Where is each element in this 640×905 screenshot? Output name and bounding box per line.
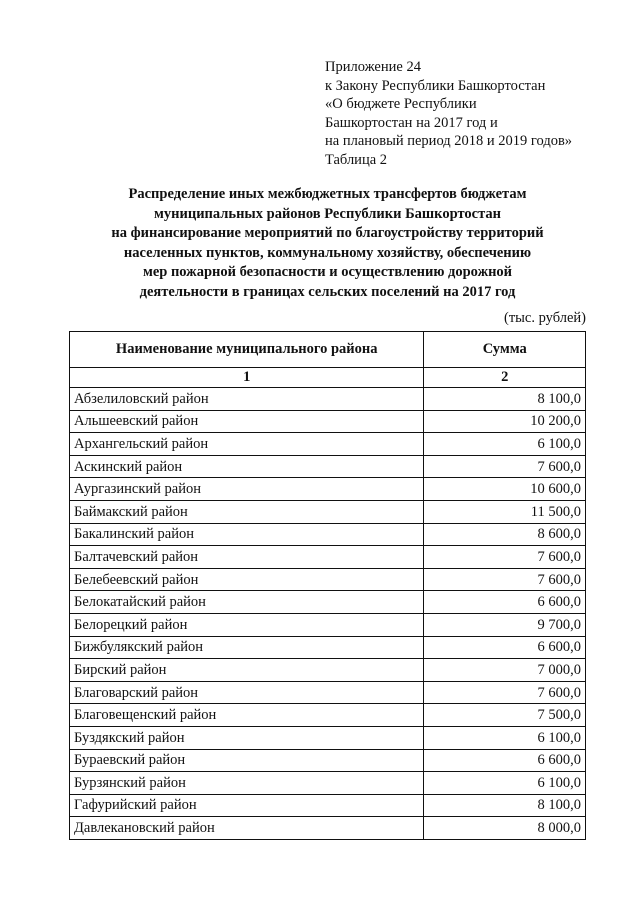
district-name: Благоварский район [70,681,424,704]
column-number: 2 [424,368,586,388]
district-sum: 6 100,0 [424,433,586,456]
header-name: Наименование муниципального района [70,332,424,368]
district-sum: 8 100,0 [424,388,586,411]
district-sum: 8 000,0 [424,817,586,840]
district-sum: 6 100,0 [424,726,586,749]
district-name: Аскинский район [70,455,424,478]
table-row [70,591,586,614]
district-name: Бижбулякский район [70,636,424,659]
district-sum: 7 600,0 [424,681,586,704]
column-number-row [70,368,586,388]
budget-table [69,331,586,840]
district-name: Белебеевский район [70,568,424,591]
title-line: Распределение иных межбюджетных трансфертов бюджетам [128,186,527,202]
district-sum: 6 600,0 [424,636,586,659]
district-sum: 9 700,0 [424,613,586,636]
district-sum: 10 600,0 [424,478,586,501]
table-row [70,410,586,433]
district-sum: 7 000,0 [424,659,586,682]
title-line: на финансирование мероприятий по благоустройству территорий [111,225,544,241]
district-name: Архангельский район [70,433,424,456]
district-sum: 7 600,0 [424,455,586,478]
district-sum: 11 500,0 [424,500,586,523]
district-sum: 6 100,0 [424,772,586,795]
district-name: Баймакский район [70,500,424,523]
table-row [70,636,586,659]
district-name: Буздякский район [70,726,424,749]
table-row [70,704,586,727]
district-name: Альшеевский район [70,410,424,433]
appendix-line: к Закону Республики Башкортостан [325,77,546,94]
district-sum: 10 200,0 [424,410,586,433]
table-row [70,726,586,749]
appendix-block [325,58,625,169]
district-sum: 6 600,0 [424,749,586,772]
district-name: Абзелиловский район [70,388,424,411]
header-sum: Сумма [424,332,586,368]
table-row [70,749,586,772]
table-row [70,817,586,840]
document-title [70,185,585,302]
district-sum: 7 500,0 [424,704,586,727]
table-row [70,478,586,501]
column-number: 1 [70,368,424,388]
title-line: населенных пунктов, коммунальному хозяйству, обеспечению [123,244,532,261]
district-name: Благовещенский район [70,704,424,727]
table-row [70,500,586,523]
table-row [70,681,586,704]
district-name: Аургазинский район [70,478,424,501]
table-row [70,659,586,682]
units-note: (тыс. рублей) [504,310,586,326]
table-row [70,388,586,411]
appendix-line: Башкортостан на 2017 год и [325,114,498,131]
title-line: деятельности в границах сельских поселений на 2017 год [139,283,516,300]
district-name: Бирский район [70,659,424,682]
district-name: Гафурийский район [70,794,424,817]
table-row [70,568,586,591]
district-sum: 6 600,0 [424,591,586,614]
appendix-line: Приложение 24 [325,59,421,75]
table-row [70,613,586,636]
appendix-line: «О бюджете Республики [325,96,477,112]
table-row [70,794,586,817]
table-row [70,546,586,569]
appendix-line: Таблица 2 [325,151,388,168]
district-name: Бакалинский район [70,523,424,546]
title-line: мер пожарной безопасности и осуществлению дорожной [142,264,513,280]
table-header-row [70,332,586,368]
table-row [70,523,586,546]
table-row [70,772,586,795]
district-name: Давлекановский район [70,817,424,840]
table-row [70,455,586,478]
district-name: Бурзянский район [70,772,424,795]
district-name: Бураевский район [70,749,424,772]
title-line: муниципальных районов Республики Башкортостан [154,205,501,222]
district-sum: 7 600,0 [424,546,586,569]
district-sum: 8 600,0 [424,523,586,546]
district-sum: 7 600,0 [424,568,586,591]
district-name: Белокатайский район [70,591,424,614]
table-row [70,433,586,456]
district-name: Балтачевский район [70,546,424,569]
district-sum: 8 100,0 [424,794,586,817]
district-name: Белорецкий район [70,613,424,636]
appendix-line: на плановый период 2018 и 2019 годов» [325,133,573,149]
